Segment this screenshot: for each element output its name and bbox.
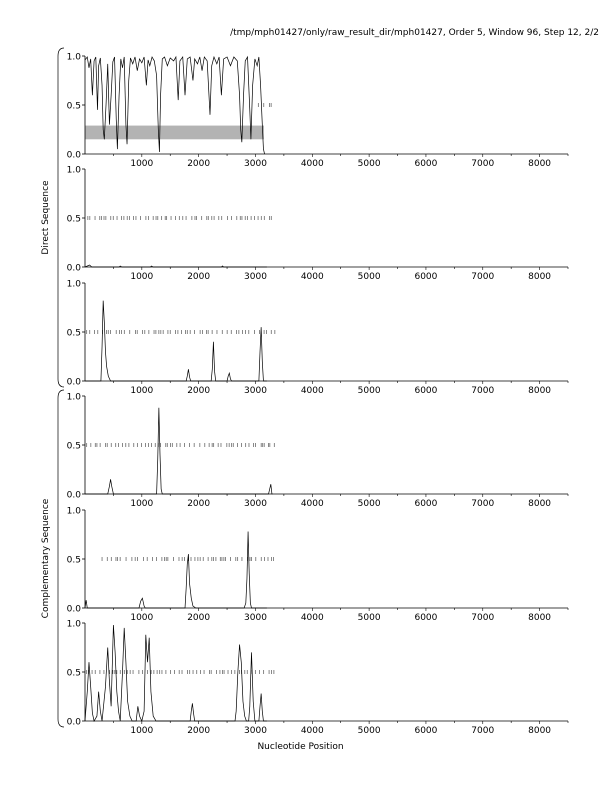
panel-d2 [67,166,568,283]
x-tick-label: 8000 [528,272,552,282]
panel-c3 [67,620,568,737]
bracket-line [58,390,64,727]
panel-c2 [67,507,568,624]
x-tick-label: 5000 [357,613,381,623]
x-tick-label: 3000 [244,613,267,623]
x-tick-label: 1000 [130,499,154,509]
x-axis-label: Nucleotide Position [257,742,344,752]
series-line [85,57,265,154]
y-tick-label: 0.0 [66,377,81,388]
x-tick-label: 8000 [528,386,552,396]
series-line [85,532,267,608]
x-tick-label: 4000 [300,386,324,396]
y-tick-label: 1.0 [66,52,81,63]
y-tick-label: 0.5 [66,101,81,112]
x-tick-label: 7000 [471,386,495,396]
x-tick-label: 4000 [300,159,324,169]
x-tick-label: 2000 [187,613,211,623]
y-tick-label: 0.0 [66,263,81,274]
y-tick-label: 0.5 [66,214,81,225]
x-tick-label: 4000 [300,613,324,623]
shaded-region [85,126,264,140]
x-tick-label: 5000 [357,386,381,396]
y-tick-label: 1.0 [66,619,81,630]
x-tick-label: 2000 [187,272,211,282]
series-line [85,301,267,381]
x-tick-label: 8000 [528,613,552,623]
x-tick-label: 3000 [244,386,267,396]
x-tick-label: 7000 [471,726,495,736]
direct-sequence-bracket [41,48,64,387]
x-tick-label: 6000 [414,726,438,736]
header-title: /tmp/mph01427/only/raw_result_dir/mph01427, Order 5, Window 96, Step 12, 2/2 [230,28,599,38]
x-tick-label: 1000 [130,726,154,736]
y-tick-label: 0.5 [66,668,81,679]
bracket-line [58,48,64,387]
y-tick-label: 1.0 [66,279,81,290]
y-tick-label: 0.0 [66,490,81,501]
x-tick-label: 4000 [300,272,324,282]
x-tick-label: 6000 [414,499,438,509]
x-tick-label: 6000 [414,272,438,282]
x-tick-label: 7000 [471,159,495,169]
series-line [85,408,273,494]
panel-d3 [67,280,568,397]
series-line [85,265,267,267]
x-tick-label: 5000 [357,499,381,509]
x-tick-label: 4000 [300,499,324,509]
x-tick-label: 1000 [130,272,154,282]
y-tick-label: 1.0 [66,165,81,176]
group-label: Complementary Sequence [41,498,51,619]
x-tick-label: 6000 [414,613,438,623]
x-tick-label: 6000 [414,159,438,169]
panel-d1 [67,53,568,170]
x-tick-label: 1000 [130,386,154,396]
x-tick-label: 2000 [187,386,211,396]
x-tick-label: 7000 [471,613,495,623]
y-tick-label: 0.5 [66,441,81,452]
x-tick-label: 8000 [528,726,552,736]
panel-c1 [67,393,568,510]
x-tick-label: 8000 [528,499,552,509]
complementary-sequence-bracket [41,390,64,727]
x-tick-label: 3000 [244,272,267,282]
y-tick-label: 1.0 [66,506,81,517]
x-tick-label: 8000 [528,159,552,169]
y-tick-label: 0.5 [66,555,81,566]
x-tick-label: 2000 [187,159,211,169]
x-tick-label: 4000 [300,726,324,736]
group-label: Direct Sequence [41,180,51,255]
x-tick-label: 3000 [244,726,267,736]
x-tick-label: 2000 [187,726,211,736]
y-tick-label: 0.0 [66,717,81,728]
x-tick-label: 7000 [471,272,495,282]
x-tick-label: 3000 [244,159,267,169]
x-tick-label: 5000 [357,159,381,169]
x-tick-label: 7000 [471,499,495,509]
x-tick-label: 5000 [357,272,381,282]
x-tick-label: 6000 [414,386,438,396]
x-tick-label: 1000 [130,159,154,169]
y-tick-label: 0.0 [66,604,81,615]
x-tick-label: 2000 [187,499,211,509]
x-tick-label: 5000 [357,726,381,736]
x-tick-label: 1000 [130,613,154,623]
x-tick-label: 3000 [244,499,267,509]
y-tick-label: 0.5 [66,328,81,339]
y-tick-label: 1.0 [66,392,81,403]
y-tick-label: 0.0 [66,150,81,161]
